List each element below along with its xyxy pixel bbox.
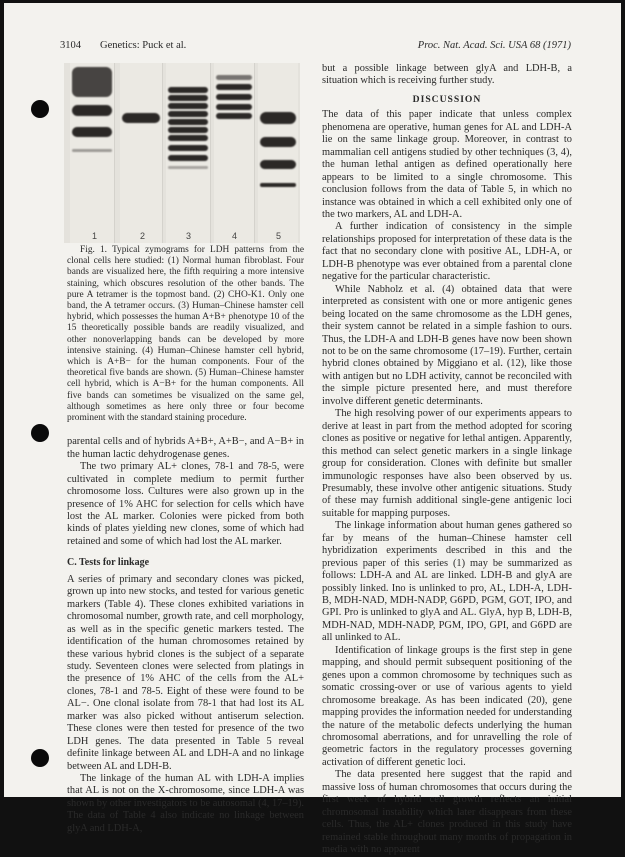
gel-lane-5 <box>258 63 298 243</box>
lane-label: 3 <box>186 231 192 241</box>
paragraph: The linkage of the human AL with LDH-A implies that AL is not on the X-chromosome, since LDH-A was shown by other investigators to be autosomal (4, 17–19). The data of Table 4 also indicate no linkage between glyA and LDH-A, <box>67 773 304 834</box>
lane-label: 5 <box>276 231 282 241</box>
gel-lane-1 <box>70 63 115 243</box>
figure-zymogram <box>64 63 300 243</box>
paragraph: The data presented here suggest that the rapid and massive loss of human chromosomes that occurs during the first week of hybrid cell growth reflects an initial chromosomal instability which later disappears from these cells. Thus, the AL+ clones produced in this study have remained stable throughout many months of propagation in media with no apparent <box>322 769 572 856</box>
gel-lane-3 <box>166 63 211 243</box>
figure-caption: Fig. 1. Typical zymograms for LDH patterns from the clonal cells here studied: (1) Normal human fibroblast. Four bands are visualized here, the fifth requiring a more intensive staining, which obscures resolution of the other bands. The pure A tetramer is the topmost band. (2) CHO-K1. Only one band, the A tetramer occurs. (3) Human–Chinese hamster cell hybrid, which possesses the human A+B+ phenotype 10 of the 15 theoretically possible bands are readily visualized, and other nonoverlapping bands can be developed by more intensive staining. (4) Human–Chinese hamster cell hybrid, which is A+B− for the human components. Four of the theoretical five bands are shown. (5) Human–Chinese hamster cell hybrid, which is A−B+ for the human components. All five bands can sometimes be visualized on the same gel, although sometimes as here only three or four become prominent with the standard staining procedure. <box>67 245 304 424</box>
punch-hole <box>31 749 49 767</box>
paragraph: Identification of linkage groups is the first step in gene mapping, and should permit subsequent positioning of the genes upon a common chromosome by techniques such as somatic crossing-over or use of various agents to yield chromosome breakage. As has been indicated (20), gene mapping provides the information needed for understanding the nature of the metabolic defects underlying the human chromosomal aberrations, and for unravelling the role of geometric factors in the regulatory processes governing activation of different genetic loci. <box>322 644 572 768</box>
left-column <box>67 245 304 835</box>
running-title: Genetics: Puck et al. <box>100 40 187 51</box>
right-column <box>322 63 572 857</box>
paragraph: The linkage information about human genes gathered so far by means of the human–Chinese hamster cell hybridization experiments described in this and the previous paper of this series (1) may be summarized as follows: LDH-A and AL are linked. LDH-B and glyA are possibly linked. Ino is unlinked to pro, AL, LDH-A, LDH-B, MDH-NAD, MDH-NADP, G6PD, PGM, GOT, IPO, and GPI. Pro is unlinked to glyA and AL. GlyA, hyp B, LDH-B, MDH-NAD, MDH-NADP, PGM, IPO, GPI, and G6PD are all unlinked to AL. <box>322 520 572 644</box>
paragraph: While Nabholz et al. (4) obtained data that were interpreted as consistent with one or more antigenic genes being located on the same chromosome as the LDH genes, their system cannot be related in a simple fashion to ours. Thus, the LDH-A and LDH-B genes have now been shown not to be on the same chromosome (17–19). Further, certain hybrid clones obtained by Miggiano et al. (12), like those with antigen but no LDH activity, cannot be reconciled with the simple picture presented here, and must therefore involve different genetic determinants. <box>322 283 572 407</box>
section-heading: C. Tests for linkage <box>67 557 150 569</box>
page-number: 3104 <box>60 40 81 51</box>
paragraph: A further indication of consistency in the simple relationships proposed for interpretation of these data is the fact that no secondary clone with positive AL, LDH-A, or LDH-B phenotype was ever obtained from a parental clone negative for the particular characteristic. <box>322 221 572 283</box>
journal-citation: Proc. Nat. Acad. Sci. USA 68 (1971) <box>417 40 571 51</box>
punch-hole <box>31 424 49 442</box>
gel-lane-4 <box>214 63 255 243</box>
gel-lane-2 <box>120 63 163 243</box>
paper-page <box>4 3 621 856</box>
paragraph: parental cells and of hybrids A+B+, A+B−, and A−B+ in the human lactic dehydrogenase genes. <box>67 436 304 460</box>
paragraph: The high resolving power of our experiments appears to derive at least in part from the method adopted for scoring clones as positive or negative for lethal antigen. Apparently, this method can select genetic markers in a single linkage group for consideration. Clones with definite but smaller immunologic responses have also been observed by us. Presumably, these involve other antigenic situations. Study of these may furnish additional single-gene antigenic loci suitable for mapping purposes. <box>322 408 572 519</box>
paragraph: but a possible linkage between glyA and LDH-B, a situation which is receiving further study. <box>322 63 572 87</box>
lane-label: 4 <box>232 231 238 241</box>
section-heading-discussion: DISCUSSION <box>412 93 482 105</box>
lane-label: 1 <box>92 231 98 241</box>
paragraph: A series of primary and secondary clones was picked, grown up into new stocks, and tested for various genetic markers (Table 4). These clones exhibited variations in chromosomal number, growth rate, and cell morphology, as well as in the specific genetic markers tested. The identification of the human chromosomes retained by these various hybrid clones is the subject of a separate study. Seventeen clones were selected from platings in the presence of 1% AHC of the cells from the AL+ clones, 78-1 and 78-5. Eight of these were found to be AL−. One clonal isolate from 78-1 that had lost its AL marker was also picked without antiserum selection. These clones were then tested for presence of the two LDH genes. The data presented in Table 5 reveal definite linkage between AL and LDH-A and no linkage between AL and LDH-B. <box>67 573 304 772</box>
punch-hole <box>31 100 49 118</box>
lane-label: 2 <box>140 231 146 241</box>
paragraph: The two primary AL+ clones, 78-1 and 78-5, were cultivated in complete medium to permit further chromosome loss. Cultures were also grown up in the presence of 1% AHC for selection for cells which have lost the AL marker. Colonies were picked from both kinds of plates yielding new clones, some of which had retained and some of which had lost the AL marker. <box>67 461 304 547</box>
paragraph: The data of this paper indicate that unless complex phenomena are operative, human genes for AL and LDH-A lie on the same linkage group. Moreover, in contrast to mammalian cell antigens studied by other techniques (3, 4), the human lethal antigen as defined operationally here appears to be limited to a single chromosome. This conclusion follows from the data of Table 5, in which no instance was obtained in which a cell exhibited only one of the two markers, AL and LDH-A. <box>322 109 572 220</box>
